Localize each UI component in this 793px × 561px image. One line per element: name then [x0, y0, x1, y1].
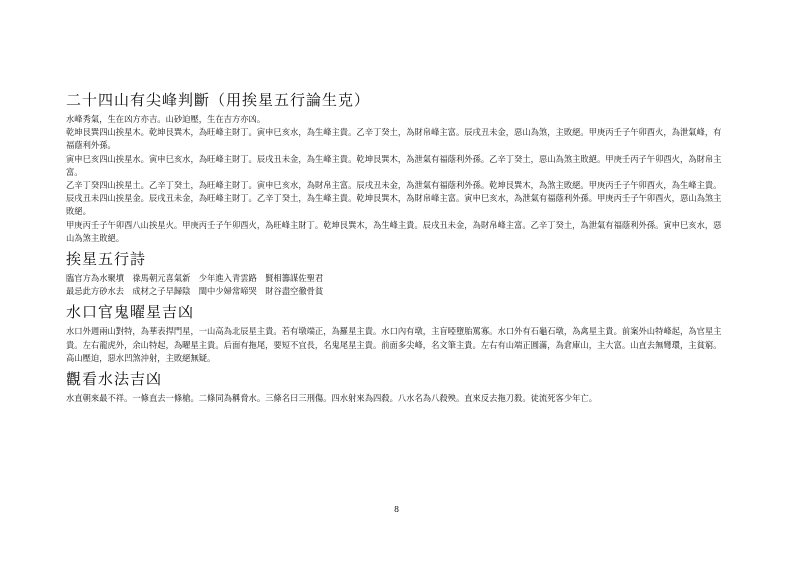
page-number: 8: [393, 505, 400, 514]
paragraph: 水直朝來最不祥。一條直去一條槍。二條同為稱脅水。三條名曰三刑傷。四水射來為四殺。八水名為八殺殃。直來反去拖刀殺。徒流死客少年亡。: [66, 393, 598, 404]
section-heading: 水口官鬼曜星吉凶: [66, 303, 195, 322]
paragraph: 乾坤艮巽四山挨星木。乾坤艮巽木，為旺峰主財丁。寅申巳亥水，為生峰主貴。乙辛丁癸土，為財帛峰主富。辰戌丑未金，惡山為煞，主敗絕。甲庚丙壬子午卯酉火，為泄氣峰，有福蔭利外孫。: [66, 127, 722, 151]
page-content: [66, 90, 728, 409]
paragraph: 寅申巳亥四山挨星水。寅申巳亥水，為旺峰主財丁。辰戌丑未金，為生峰主貴。乾坤艮巽木，為泄氣有福蔭利外孫。乙辛丁癸土，惡山為煞主敗絕。甲庚壬丙子午卯酉火，為財帛主富。: [66, 153, 722, 177]
section-water-method: [66, 369, 728, 405]
paragraph: 乙辛丁癸四山挨星土。乙辛丁癸土，為旺峰主財丁。寅申巳亥水，為財帛主富。辰戌丑未金，為泄氣有福蔭利外孫。乾坤艮巽木，為煞主敗絕。甲庚丙壬子午卯酉火，為生峰主貴。: [66, 180, 722, 191]
section-heading: 觀看水法吉凶: [66, 370, 163, 389]
paragraph: 辰戌丑未四山挨星金。辰戌丑未金，為旺峰主財丁。乙辛丁癸土，為生峰主貴。乾坤艮巽木，為財帛峰主富。寅申巳亥水，為泄氣有福蔭利外孫。甲庚丙壬子午卯酉火，惡山為煞主敗絕。: [66, 193, 722, 217]
section-peak-judgement: [66, 90, 728, 245]
paragraph: 水峰秀氣，生在凶方亦吉。山砂迫壓，生在吉方亦凶。: [66, 114, 266, 124]
section-heading: 二十四山有尖峰判斷（用挨星五行論生克）: [66, 91, 371, 109]
paragraph: 水口外週兩山對特，為華表捍門星，一山高為北辰星主貴。若有墩端正，為羅星主貴。水口內有墩，主盲啞墮胎罵寡。水口外有石龜石墩，為禽星主貴。前案外山特峰起，為官星主貴。左右龍虎外，余山特起，為曜星主貴。后面有拖尾，要短不宜長，名鬼尾星主貴。前面多尖峰，名文筆主貴。左右有山端正圓滿，為倉庫山，主大富。山直去無彎環，主貧窮。高山壓迫，惡水凹煞沖射，主敗絕無疑。: [66, 326, 722, 363]
section-poem: [66, 249, 728, 298]
section-water-outlet: [66, 302, 728, 365]
paragraph: 甲庚丙壬子午卯酉八山挨星火。甲庚丙壬子午卯酉火，為旺峰主財丁。乾坤艮巽木，為生峰主貴。辰戌丑未金，為財帛峰主富。乙辛丁癸土，為泄氣有福蔭利外孫。寅申巳亥水，惡山為煞主敗絕。: [66, 219, 722, 243]
poem-line: 最忌此方砂水去 成材之子早歸陰 閨中少婦常啼哭 財谷盡空徹骨貧: [66, 286, 324, 297]
section-heading: 挨星五行詩: [66, 250, 147, 269]
poem-line: 臨官方為水聚墳 祿馬朝元喜氣新 少年進入青雲路 賢相籌謀佐聖君: [66, 273, 324, 284]
